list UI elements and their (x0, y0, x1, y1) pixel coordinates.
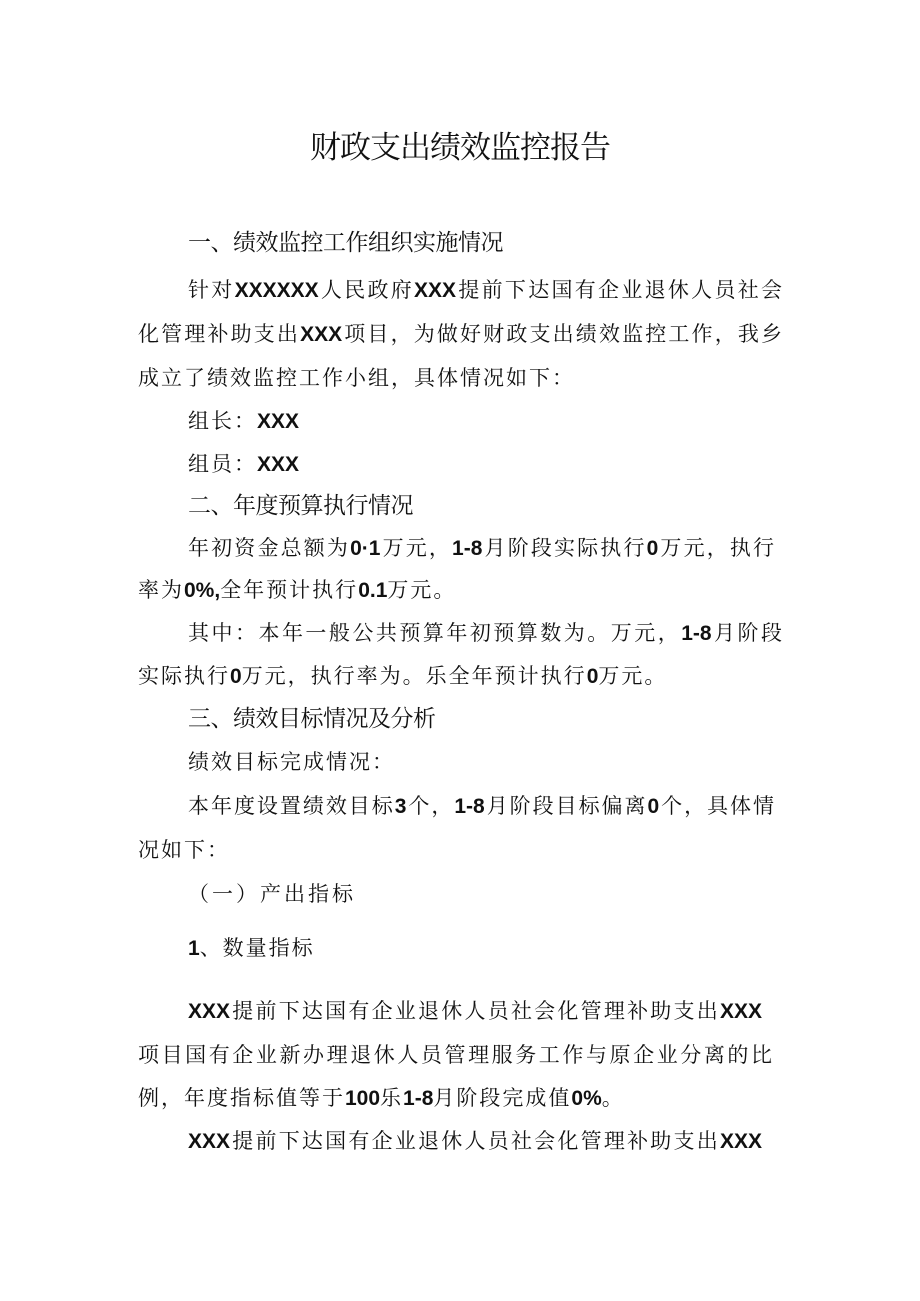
text-run: 提前下达国有企业退休人员社会化管理补助支出 (230, 1129, 720, 1153)
section-heading-1: 一、绩效监控工作组织实施情况 (188, 230, 503, 256)
text-run: 1 (188, 937, 200, 960)
text-run: 、数量指标 (199, 936, 315, 960)
text-run: 万元。 (598, 664, 668, 688)
text-run: 1-8 (681, 622, 712, 645)
text-run: 月阶段实际执行 (482, 536, 647, 560)
paragraph-line (188, 994, 762, 1029)
document-title: 财政支出绩效监控报告 (310, 130, 610, 166)
text-run: 针对 (188, 278, 235, 302)
paragraph-line (188, 1124, 762, 1159)
paragraph-line (138, 317, 782, 352)
paragraph-line (138, 573, 456, 608)
text-run: 月阶段目标偏离 (484, 794, 648, 818)
paragraph-line: 成立了绩效监控工作小组，具体情况如下： (138, 366, 575, 390)
text-run: 3 (394, 795, 407, 818)
paragraph-line: 项目国有企业新办理退休人员管理服务工作与原企业分离的比 (138, 1043, 772, 1067)
text-run: 1-8 (403, 1087, 434, 1110)
leader-value: XXX (257, 410, 300, 433)
text-run: 0.1 (358, 579, 388, 602)
subheading-quantity-indicators (188, 931, 315, 966)
subheading-output-indicators: （一）产出指标 (188, 882, 356, 906)
text-run: 0·1 (350, 537, 381, 560)
text-run: 实际执行 (138, 664, 230, 688)
text-run: 0 (586, 665, 599, 688)
text-run: XXX (719, 1130, 762, 1153)
text-run: 0 (646, 537, 659, 560)
text-run: 万元，执行率为。乐全年预计执行 (241, 664, 587, 688)
paragraph-line (188, 616, 782, 651)
text-run: 月阶段 (711, 621, 783, 645)
text-run: 100 (345, 1087, 381, 1110)
text-run: 1-8 (454, 795, 485, 818)
text-run: 万元， (380, 536, 453, 560)
text-run: XXX (300, 323, 343, 346)
text-run: XXX (414, 279, 457, 302)
text-run: 年初资金总额为 (188, 536, 351, 560)
text-run: 项目，为做好财政支出绩效监控工作，我乡 (342, 322, 783, 346)
text-run: 例，年度指标值等于 (138, 1086, 345, 1110)
text-run: 提前下达国有企业退休人员社会 (456, 278, 783, 302)
member-value: XXX (257, 453, 300, 476)
text-run: XXX (719, 1000, 762, 1023)
text-run: 本年度设置绩效目标 (188, 794, 395, 818)
text-run: 率为 (138, 578, 184, 602)
paragraph-line (138, 659, 667, 694)
text-run: 0 (647, 795, 660, 818)
text-run: 乐 (380, 1086, 404, 1110)
text-run: 其中：本年一般公共预算年初预算数为。万元， (188, 621, 682, 645)
text-run: 0%, (184, 579, 221, 602)
paragraph-line: 况如下： (138, 838, 230, 862)
text-run: 0 (230, 665, 242, 688)
text-run: 化管理补助支出 (138, 322, 301, 346)
paragraph-line (188, 273, 782, 308)
text-run: 万元。 (387, 578, 457, 602)
text-run: 提前下达国有企业退休人员社会化管理补助支出 (230, 999, 720, 1023)
paragraph-line (138, 1081, 625, 1116)
text-run: 全年预计执行 (220, 578, 359, 602)
paragraph-line (188, 531, 774, 566)
text-run: 个， (406, 794, 455, 818)
text-run: 1-8 (452, 537, 483, 560)
text-run: 月阶段完成值 (433, 1086, 572, 1110)
text-run: XXXXXX (234, 279, 319, 302)
team-leader-line (188, 404, 299, 439)
text-run: 人民政府 (318, 278, 415, 302)
text-run: 。 (601, 1086, 625, 1110)
team-member-line (188, 447, 299, 482)
text-run: XXX (188, 1000, 231, 1023)
text-run: 0% (571, 1087, 602, 1110)
member-label: 组员： (188, 452, 257, 476)
section-heading-2: 二、年度预算执行情况 (188, 493, 413, 519)
text-run: XXX (188, 1130, 231, 1153)
text-run: 万元，执行 (658, 536, 775, 560)
paragraph-line: 绩效目标完成情况： (188, 750, 395, 774)
section-heading-3: 三、绩效目标情况及分析 (188, 706, 436, 732)
leader-label: 组长： (188, 409, 257, 433)
text-run: 个，具体情 (659, 794, 775, 818)
paragraph-line (188, 789, 774, 824)
